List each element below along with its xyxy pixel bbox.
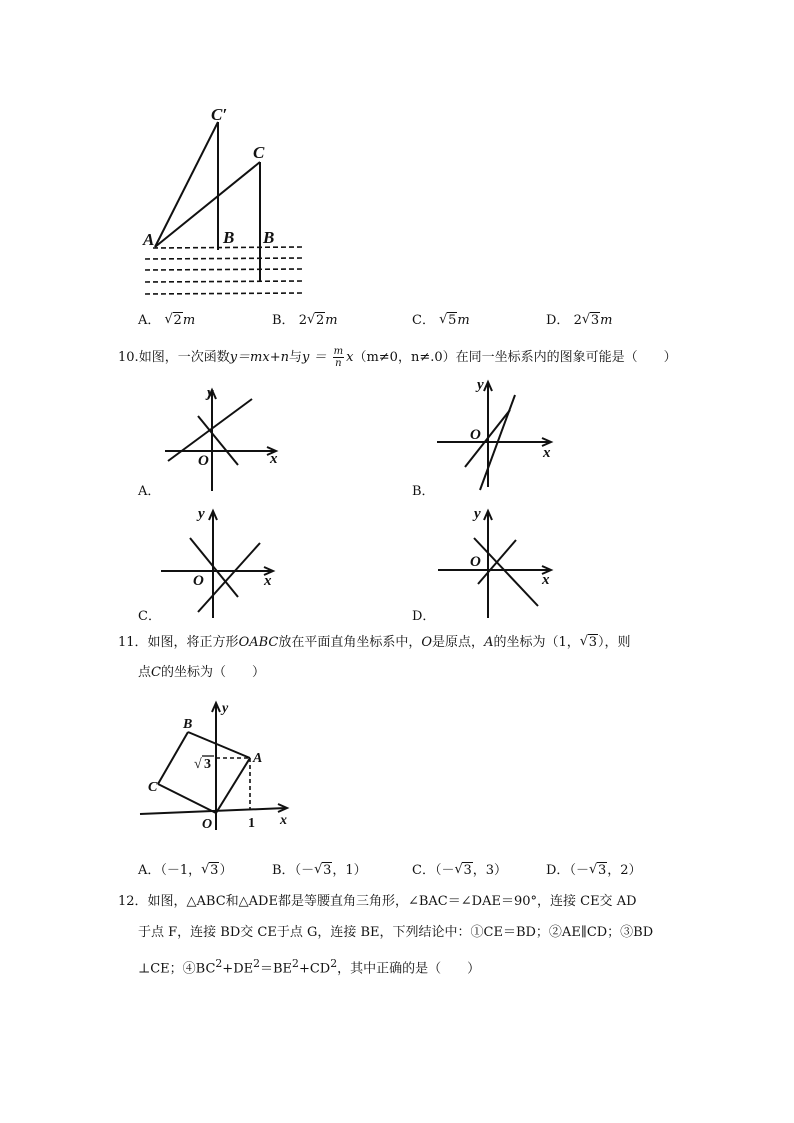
svg-text:1: 1: [248, 816, 255, 831]
svg-text:x: x: [270, 451, 278, 467]
q10-graph-b[interactable]: [432, 375, 562, 495]
svg-text:C: C: [148, 780, 158, 795]
q9-option-c[interactable]: C． √ 5m: [412, 312, 470, 328]
svg-text:√: √: [194, 757, 202, 772]
svg-text:O: O: [202, 817, 213, 832]
q10-graph-c[interactable]: [158, 502, 283, 622]
svg-text:y: y: [474, 506, 481, 522]
q10-option-a[interactable]: A．: [138, 484, 161, 499]
svg-text:x: x: [543, 445, 551, 461]
q10-graph-a[interactable]: [160, 383, 285, 495]
q9-figure: [135, 100, 310, 305]
svg-text:x: x: [542, 572, 550, 588]
q9-option-b[interactable]: B． 2 √ 2m: [272, 312, 338, 328]
q11-stem-line1: 11．如图，将正方形OABC放在平面直角坐标系中，O是原点，A的坐标为（1， √ 3），则: [118, 634, 631, 650]
q9-option-d[interactable]: D． 2 √ 3m: [546, 312, 613, 328]
q10-option-c[interactable]: C．: [138, 609, 161, 624]
q10-graph-d[interactable]: [434, 502, 564, 622]
svg-text:y: y: [207, 385, 214, 401]
q11-option-a[interactable]: A．（－1， √ 3）: [138, 862, 233, 878]
svg-text:y: y: [198, 506, 205, 522]
q11-stem-line2: 点C的坐标为（ ）: [138, 665, 265, 680]
svg-text:3: 3: [204, 757, 211, 772]
q12-stem-line2: 于点 F，连接 BD交 CE于点 G，连接 BE，下列结论中：①CE＝BD；②AE∥CD；③BD: [138, 925, 654, 940]
q11-option-d[interactable]: D．（－ √ 3，2）: [546, 862, 642, 878]
q9-line-ac-prime: [155, 122, 218, 247]
svg-text:y: y: [222, 701, 229, 716]
q12-stem-line3: ⊥CE；$④BC^2+DE^2=BE^2+CD^2$，其中正确的是（ ）: [138, 957, 481, 977]
q10-fraction: $\frac{m}{n}$: [333, 346, 344, 369]
svg-text:O: O: [470, 554, 481, 570]
q9-label-b1: B: [223, 228, 235, 247]
q9-line-ac: [155, 162, 260, 247]
svg-text:x: x: [280, 813, 287, 828]
q11-figure: [138, 696, 298, 832]
svg-text:y: y: [477, 377, 484, 393]
q10-stem: 10.如图，一次函数y＝mx+n与y ＝ $\frac{m}{n}$ x（m≠0，n≠.0）在同一坐标系内的图象可能是（ ）: [118, 346, 677, 369]
q9-label-c: C: [253, 143, 265, 162]
q9-label-b2: B: [263, 228, 275, 247]
q9-label-a: A: [143, 230, 155, 249]
svg-text:x: x: [264, 573, 272, 589]
q11-option-b[interactable]: B．（－ √ 3，1）: [272, 862, 367, 878]
q10-option-b[interactable]: B．: [412, 484, 435, 499]
q9-label-c-prime: C′: [211, 105, 228, 124]
q11-option-c[interactable]: C．（－ √ 3，3）: [412, 862, 508, 878]
svg-text:B: B: [183, 717, 193, 732]
svg-text:A: A: [253, 751, 263, 766]
q12-stem-line1: 12．如图，△ABC和△ADE都是等腰直角三角形，∠BAC＝∠DAE＝90°，连接 CE交 AD: [118, 894, 637, 909]
q9-option-a[interactable]: A． √ 2m: [138, 312, 196, 328]
svg-text:O: O: [198, 453, 209, 469]
q10-option-d[interactable]: D．: [412, 609, 436, 624]
svg-text:O: O: [470, 427, 481, 443]
svg-text:O: O: [193, 573, 204, 589]
